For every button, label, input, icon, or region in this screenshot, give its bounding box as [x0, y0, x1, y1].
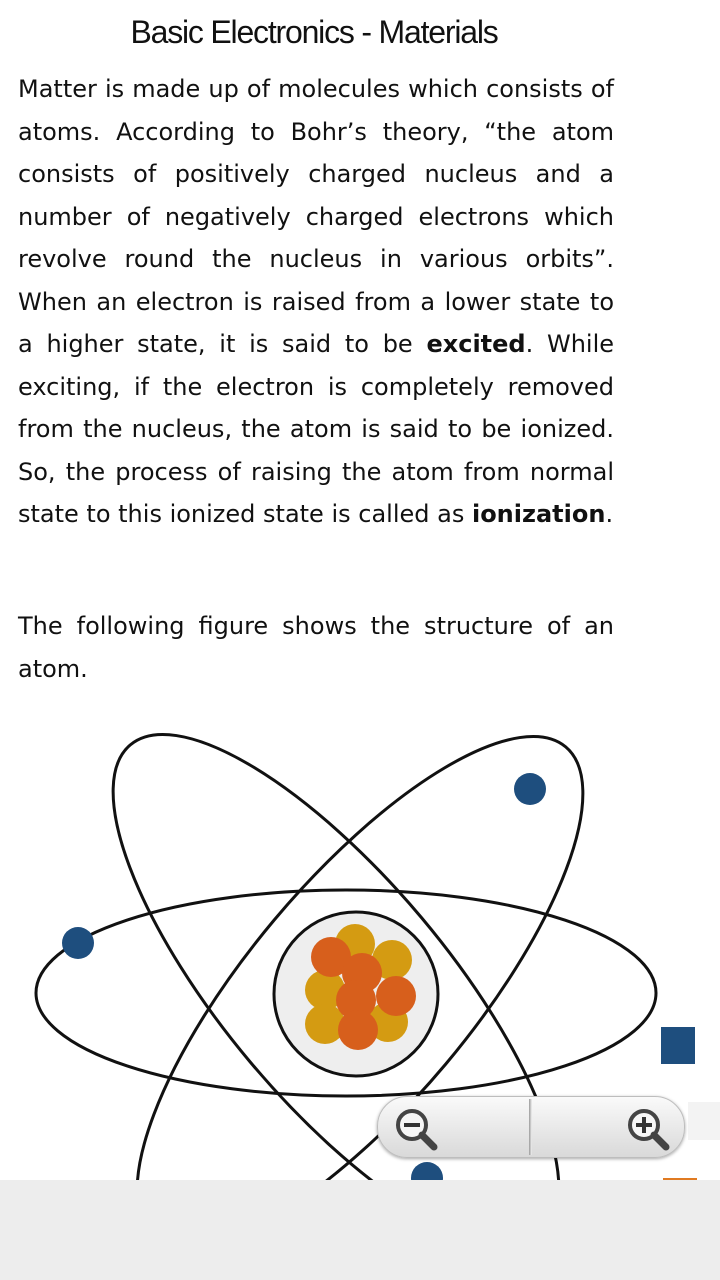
electron [62, 927, 94, 959]
electron [514, 773, 546, 805]
paragraph-text: . [605, 500, 614, 528]
page-title: Basic Electronics - Materials [130, 14, 498, 50]
nucleus [305, 924, 416, 1050]
side-decoration [688, 1102, 720, 1140]
zoom-out-button[interactable] [378, 1097, 530, 1157]
paragraph-text: . While exciting, if the electron is completely removed from the nucleus, the atom is said to be ionized. So, the process of raising the atom from normal state to this ionized state is called as [18, 330, 615, 528]
electron [411, 1162, 443, 1180]
side-decoration [661, 1027, 695, 1064]
figure-intro-paragraph: The following figure shows the structure of an atom. [18, 612, 614, 683]
bottom-bar [0, 1180, 720, 1280]
term-excited: excited [426, 330, 526, 358]
paragraph-text: Matter is made up of molecules which consists of atoms. According to Bohr’s theory, “the atom consists of positively charged nucleus and a number of negatively charged electrons which revolve round the nucleus in various orbits”. When an electron is raised from a lower state to a higher state, it is said to be [18, 75, 614, 358]
term-ionization: ionization [471, 500, 606, 528]
zoom-controls [377, 1096, 685, 1158]
zoom-out-icon [392, 1105, 440, 1153]
zoom-in-button[interactable] [532, 1097, 684, 1157]
intro-paragraph [18, 68, 614, 536]
zoom-in-icon [622, 1105, 670, 1153]
